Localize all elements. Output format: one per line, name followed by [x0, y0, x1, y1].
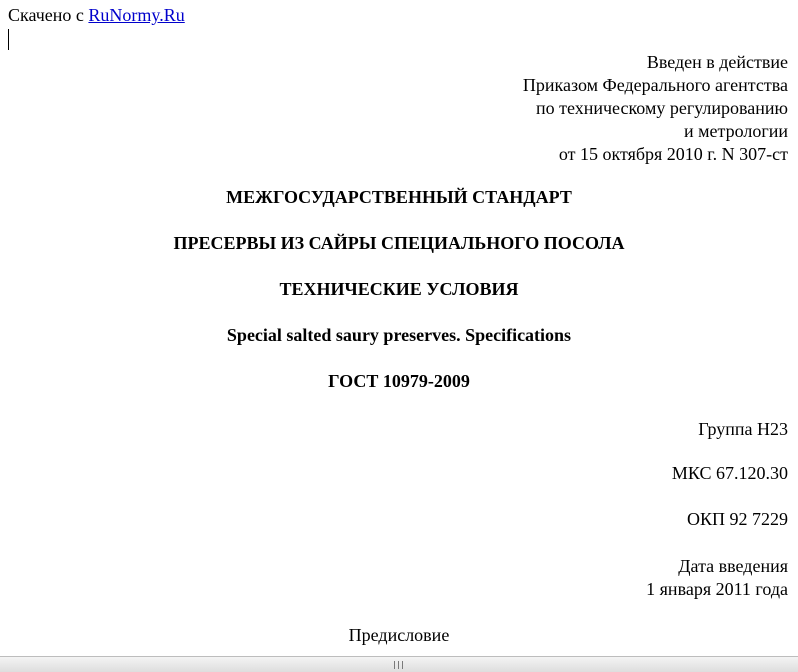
download-notice-prefix: Скачено с — [8, 5, 84, 25]
approval-line: и метрологии — [684, 121, 788, 141]
product-title-heading: ПРЕСЕРВЫ ИЗ САЙРЫ СПЕЦИАЛЬНОГО ПОСОЛА — [173, 233, 625, 253]
approval-line: Приказом Федерального агентства — [522, 75, 788, 95]
specifications-heading: ТЕХНИЧЕСКИЕ УСЛОВИЯ — [279, 279, 519, 299]
interstate-standard-heading: МЕЖГОСУДАРСТВЕННЫЙ СТАНДАРТ — [226, 187, 572, 207]
mks-code: МКС 67.120.30 — [671, 463, 788, 483]
download-notice — [8, 5, 185, 26]
approval-line: от 15 октября 2010 г. N 307-ст — [558, 144, 788, 164]
foreword-heading: Предисловие — [348, 625, 450, 645]
approval-line: по техническому регулированию — [535, 98, 788, 118]
approval-line: Введен в действие — [646, 52, 788, 72]
runormy-link[interactable]: RuNormy.Ru — [88, 5, 185, 25]
scrollbar-grip-icon[interactable] — [394, 661, 404, 669]
english-title-heading: Special salted saury preserves. Specifications — [226, 325, 572, 345]
okp-code: ОКП 92 7229 — [686, 509, 788, 529]
gost-number-heading: ГОСТ 10979-2009 — [328, 371, 470, 391]
text-caret — [8, 29, 9, 50]
horizontal-scrollbar[interactable] — [0, 656, 798, 672]
effective-date-label: Дата введения — [678, 556, 788, 576]
approval-block — [523, 51, 788, 166]
effective-date-value: 1 января 2011 года — [646, 579, 788, 599]
effective-date-block — [646, 555, 788, 601]
group-code: Группа Н23 — [698, 419, 788, 439]
